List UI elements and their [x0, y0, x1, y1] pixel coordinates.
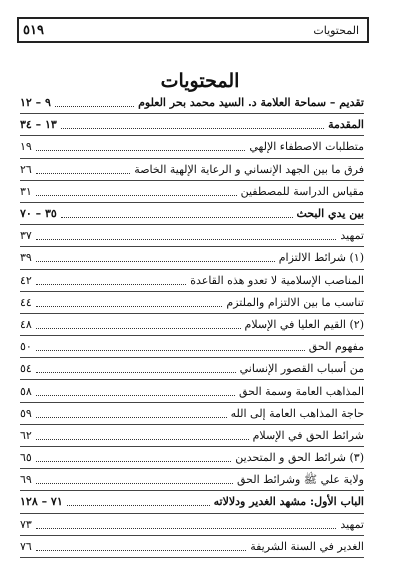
toc-entry [20, 425, 364, 447]
toc-entry [20, 403, 364, 425]
toc-entry [20, 536, 364, 558]
toc-entry-page: ٦٥ [20, 451, 32, 465]
toc-entry-label: (٣) شرائط الحق و المتحدين [235, 451, 364, 465]
table-of-contents [20, 92, 364, 558]
toc-entry-page: ٢٦ [20, 162, 32, 176]
toc-entry-label: (١) شرائط الالتزام [278, 251, 364, 265]
toc-entry-page: ٥٨ [20, 384, 32, 398]
page-title: المحتويات [160, 70, 240, 92]
dot-leader [36, 439, 249, 440]
toc-entry-label: مقياس الدراسة للمصطفين [240, 184, 364, 198]
toc-entry-label: حاجة المذاهب العامة إلى الله [230, 406, 364, 420]
toc-entry-page: ١٣ – ٣٤ [20, 118, 57, 132]
toc-entry [20, 491, 364, 513]
toc-entry-label: المذاهب العامة وسمة الحق [238, 384, 364, 398]
toc-entry-label: من أسباب القصور الإنساني [239, 362, 364, 376]
toc-entry [20, 225, 364, 247]
toc-entry-page: ٦٢ [20, 428, 32, 442]
toc-entry-page: ٤٤ [20, 295, 32, 309]
toc-entry-label: تناسب ما بين الالتزام والملتزم [226, 295, 364, 309]
dot-leader [36, 306, 223, 307]
toc-entry-page: ٥٤ [20, 362, 32, 376]
dot-leader [36, 261, 275, 262]
toc-entry [20, 92, 364, 114]
toc-entry-label: المقدمة [328, 118, 364, 132]
toc-entry-page: ٧١ – ١٢٨ [20, 495, 63, 509]
dot-leader [36, 350, 305, 351]
toc-entry-page: ٤٢ [20, 273, 32, 287]
toc-entry-page: ٦٩ [20, 473, 32, 487]
toc-entry-page: ٧٣ [20, 517, 32, 531]
toc-entry [20, 336, 364, 358]
toc-entry-page: ٣٧ [20, 229, 32, 243]
toc-entry-label: المناصب الإسلامية لا تعدو هذه القاعدة [190, 273, 364, 287]
toc-entry-label: الغدير في السنة الشريفة [250, 539, 364, 553]
toc-entry-page: ٧٦ [20, 539, 32, 553]
dot-leader [67, 505, 210, 506]
toc-entry-page: ٣٩ [20, 251, 32, 265]
toc-entry [20, 314, 364, 336]
toc-entry-label: تقديم – سماحة العلامة د. السيد محمد بحر العلوم [138, 96, 364, 110]
toc-entry [20, 270, 364, 292]
dot-leader [36, 239, 337, 240]
dot-leader [36, 328, 241, 329]
running-title: المحتويات [313, 23, 359, 37]
dot-leader [36, 395, 235, 396]
toc-entry-label: (٢) القيم العليا في الإسلام [244, 317, 364, 331]
dot-leader [36, 550, 246, 551]
toc-entry-label: مفهوم الحق [308, 340, 364, 354]
toc-entry-page: ٤٨ [20, 317, 32, 331]
toc-entry-label: بين يدي البحث [296, 207, 364, 221]
toc-entry [20, 136, 364, 158]
toc-entry [20, 181, 364, 203]
toc-entry [20, 514, 364, 536]
running-header [17, 17, 369, 43]
dot-leader [36, 150, 246, 151]
toc-entry [20, 380, 364, 402]
toc-entry-label: فرق ما بين الجهد الإنساني و الرعاية الإلهية الخاصة [134, 162, 364, 176]
dot-leader [61, 128, 324, 129]
dot-leader [61, 217, 293, 218]
toc-entry-label: تمهيد [340, 229, 364, 243]
toc-entry-label: تمهيد [340, 517, 364, 531]
toc-entry-label: متطلبات الاصطفاء الإلهي [249, 140, 364, 154]
toc-entry [20, 114, 364, 136]
page-number: ٥١٩ [23, 22, 44, 38]
dot-leader [55, 106, 134, 107]
toc-entry [20, 203, 364, 225]
toc-entry-label: ولاية علي ﷺ وشرائط الحق [236, 473, 364, 487]
toc-entry [20, 358, 364, 380]
toc-entry-label: الباب الأول: مشهد الغدير ودلالاته [213, 495, 364, 509]
dot-leader [36, 372, 236, 373]
toc-entry [20, 469, 364, 491]
dot-leader [36, 195, 237, 196]
toc-entry [20, 159, 364, 181]
toc-entry-page: ٣١ [20, 184, 32, 198]
toc-entry-page: ٩ – ١٢ [20, 96, 51, 110]
toc-entry-page: ٣٥ – ٧٠ [20, 207, 57, 221]
dot-leader [36, 284, 186, 285]
toc-entry-page: ١٩ [20, 140, 32, 154]
toc-entry [20, 447, 364, 469]
toc-entry-label: شرائط الحق في الإسلام [252, 428, 364, 442]
toc-entry-page: ٥٠ [20, 340, 32, 354]
dot-leader [36, 417, 227, 418]
dot-leader [36, 483, 233, 484]
dot-leader [36, 173, 130, 174]
toc-entry [20, 292, 364, 314]
dot-leader [36, 461, 231, 462]
toc-entry [20, 247, 364, 269]
dot-leader [36, 528, 337, 529]
toc-entry-page: ٥٩ [20, 406, 32, 420]
